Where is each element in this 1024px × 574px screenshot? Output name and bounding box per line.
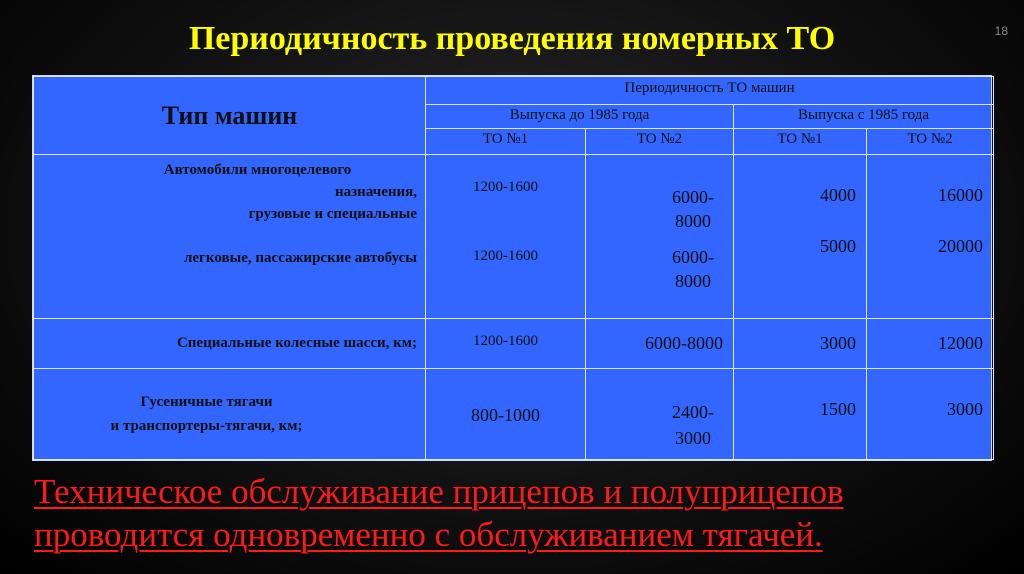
cell-value: 2400-3000 — [672, 402, 714, 448]
cell-after-to1: 1500 — [734, 369, 867, 460]
header-to2-before: ТО №2 — [586, 129, 734, 155]
cell-after-to2 — [867, 155, 994, 319]
row-name-tracked-tractors — [34, 369, 426, 460]
cell-after-to1 — [734, 155, 867, 319]
cell-value: 20000 — [938, 236, 984, 256]
cell-value: 1200-1600 — [473, 248, 538, 264]
row-name-wheeled-chassis: Специальные колесные шасси, км; — [34, 319, 426, 369]
maintenance-table-container — [32, 75, 992, 461]
slide-title: Периодичность проведения номерных ТО — [188, 20, 836, 57]
header-after-1985: Выпуска с 1985 года — [734, 105, 994, 129]
cell-before-to1 — [426, 155, 586, 319]
cell-after-to2: 3000 — [867, 369, 994, 460]
header-maintenance-period: Периодичность ТО машин — [426, 77, 994, 105]
row-name-line: грузовые и специальные — [248, 206, 417, 222]
cell-before-to1: 800-1000 — [426, 369, 586, 460]
maintenance-table — [33, 76, 994, 460]
cell-after-to2: 12000 — [867, 319, 994, 369]
row-name-spacer — [38, 225, 417, 247]
table-row — [34, 319, 994, 369]
slide-number: 18 — [994, 24, 1008, 38]
row-name-line: легковые, пассажирские автобусы — [183, 250, 417, 266]
row-name-line: назначения, — [335, 184, 417, 200]
trailer-maintenance-note: Техническое обслуживание прицепов и полуприцепов проводится одновременно с обслуживанием тягачей. — [34, 472, 844, 554]
row-name-line: Гусеничные тягачи — [140, 394, 273, 410]
cell-before-to2 — [586, 369, 734, 460]
table-row — [34, 369, 994, 460]
cell-after-to1: 3000 — [734, 319, 867, 369]
cell-value: 6000-8000 — [672, 187, 714, 231]
row-name-line: и транспортеры-тягачи, км; — [110, 418, 303, 434]
cell-value: 6000-8000 — [672, 247, 714, 291]
cell-value: 5000 — [820, 236, 856, 256]
header-machine-type: Тип машин — [34, 77, 426, 155]
cell-value: 4000 — [820, 185, 856, 205]
cell-value: 1200-1600 — [473, 179, 538, 195]
row-name-line: Автомобили многоцелевого — [163, 162, 352, 178]
header-to1-after: ТО №1 — [734, 129, 867, 155]
cell-before-to2: 6000-8000 — [586, 319, 734, 369]
cell-value: 16000 — [938, 185, 984, 205]
cell-before-to2 — [586, 155, 734, 319]
cell-before-to1: 1200-1600 — [426, 319, 586, 369]
header-before-1985: Выпуска до 1985 года — [426, 105, 734, 129]
header-to1-before: ТО №1 — [426, 129, 586, 155]
header-to2-after: ТО №2 — [867, 129, 994, 155]
table-row — [34, 155, 994, 319]
row-name-vehicles — [34, 155, 426, 319]
